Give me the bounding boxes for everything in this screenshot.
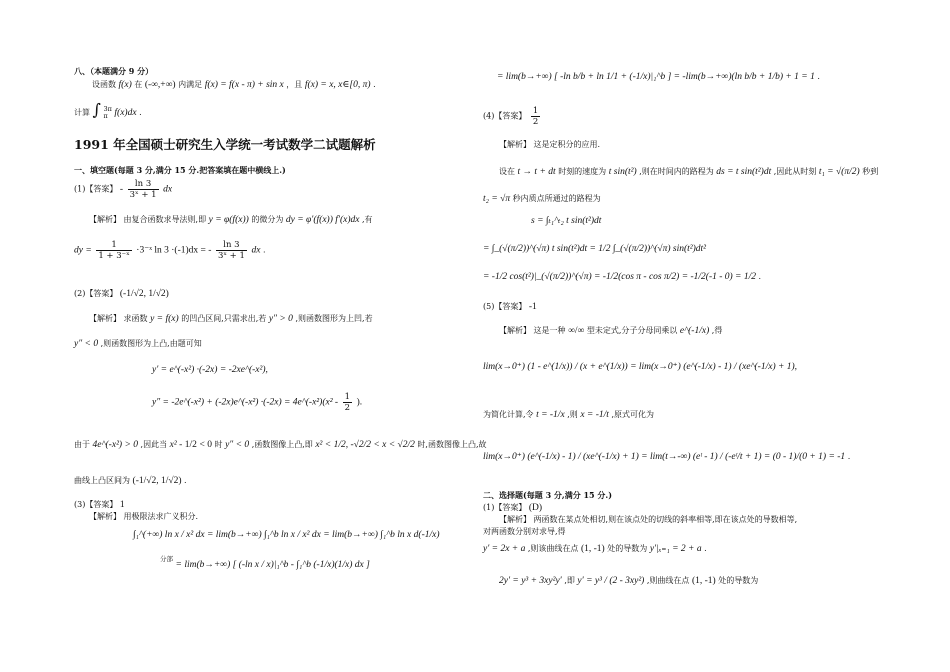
q3-text: 用极限法求广义积分. [123,512,199,521]
q1-text: 由复合函数求导法则,即 [123,215,207,224]
section-8-line-2 [74,102,142,120]
q4-integral-step-2 [483,272,761,282]
c1-text: 处的导数为 [718,576,759,585]
q2-text: ,函数图像上凸,即 [251,440,313,449]
section-8-line-1 [92,80,376,90]
q2-answer [74,289,169,299]
q5-text: ,则 [567,410,578,419]
q4-line-3 [483,194,601,204]
q4-text: 设在 [499,167,515,176]
right-column [475,0,950,672]
q2-expr: y″ < 0 [225,440,250,450]
q5-explanation [499,326,722,336]
q1-fraction-2 [216,240,247,261]
s8-text: 在 [134,80,143,89]
explanation-label: 【解析】 [499,515,531,524]
q5-line-3 [483,410,654,420]
q2-condition: y″ > 0 [268,314,293,324]
c1-text: 处的导数为 [607,544,648,553]
explanation-label: 【解析】 [89,314,121,323]
q4-integral-step-1: = ∫_(√(π/2))^(√π) t sin(t²)dt = 1/2 ∫_(√(π/2))^(√π) sin(t²)dt² [483,244,707,254]
q3-final-limit: = lim(b→+∞) [ -ln b/b + ln 1/1 + (-1/x)|₁^b ] = -lim(b→+∞)(ln b/b + 1/b) + 1 = 1 [497,72,815,82]
s8-integrand: f(x)dx [114,108,137,118]
q5-text: ,原式可化为 [611,410,654,419]
q2-fraction [343,392,352,413]
integral-sign-icon: ∫ [92,100,101,119]
q1-answer-dx: dx [163,184,173,195]
q4-text: 时刻的速度为 [558,167,607,176]
c1-line-2: 对两函数分别对求导,得 [483,527,566,536]
q1-answer-sign: - [119,184,124,195]
q5-multiplier: e^(-1/x) [679,326,710,336]
q5-text: 为简化计算,令 [483,410,534,419]
q2-text: ,则函数图形为上凸,由题可知 [100,339,202,348]
q2-text: 曲线上凸区间为 [74,476,130,485]
q2-expr: < 0 [199,440,212,450]
c1-line-3 [483,544,707,554]
q4-answer-fraction [531,106,540,127]
q1-text: . [262,245,266,255]
q4-text: 这是定积分的应用. [533,140,601,149]
c1-answer-choice: (D) [528,503,543,513]
fraction-denominator: 1 + 3⁻ˣ [98,251,130,261]
c1-text: ,则该曲线在点 [527,544,579,553]
q3-limit-step-1: ∫₁^(+∞) ln x / x² dx = lim(b→+∞) ∫₁^b ln x / x² dx = lim(b→+∞) ∫₁^b ln x d(-1/x) [133,530,440,540]
q5-final-limit: lim(x→0⁺) (e^(-1/x) - 1) / (xe^(-1/x) + 1) = lim(t→-∞) (eᵗ - 1) / (-eᵗ/t + 1) = (0 - 1)/(0 + 1) = -1 [483,452,846,462]
c1-derivative-solution: y′ = y³ / (2 - 3xy²) [577,576,645,586]
q5-text: 这是一种 [533,326,566,335]
q2-expr: x² - [169,440,183,450]
s8-text: 设函数 [92,80,116,89]
q4-text: ,则在时间内的路程为 [639,167,714,176]
q5-answer [483,302,537,312]
explanation-label: 【解析】 [89,215,121,224]
q4-text: 秒内质点所通过的路程为 [512,194,601,203]
q5-answer-value: -1 [528,302,537,312]
fraction-denominator: 2 [344,403,351,413]
s8-integral-upper: 3π [103,105,112,113]
answer-label: (4)【答案】 [483,111,527,121]
q2-answer-interval: (-1/√2, 1/√2) [119,289,169,299]
answer-label: (2)【答案】 [74,289,118,298]
q2-condition: y″ < 0 [74,339,99,349]
q1-dy: dy = [74,245,92,256]
q1-answer [74,179,172,200]
q2-second-derivative [152,392,362,413]
s8-integral-lower: π [103,112,108,120]
q2-text: ,则函数图形为上凹,若 [295,314,373,323]
q2-function: y = f(x) [150,314,179,324]
answer-label: (1)【答案】 [483,503,527,512]
c1-derivative: y′ = 2x + a [483,544,526,554]
fraction-numerator: 1 [96,240,131,251]
q4-end-time: t₂ = √π [483,194,511,204]
c1-answer [483,503,542,513]
q1-explanation [89,215,373,225]
answer-label: (5)【答案】 [483,302,527,311]
q4-text: . [758,272,762,281]
q4-explanation [499,140,600,150]
q2-expr: 1/2 [184,440,197,450]
q3-limit-step-3 [497,72,820,82]
q2-expr: 4e^(-x²) > 0 [92,440,138,450]
s8-interval: (-∞,+∞) [144,80,176,90]
q3-explanation [89,512,198,522]
fraction-numerator: 1 [344,392,351,402]
q5-substitution: t = -1/x [536,410,565,420]
q5-text: ,得 [711,326,723,335]
q4-distance-integral: s = ∫ₜ₁^ₜ₂ t sin(t²)dt [531,216,602,226]
c1-point: (1, -1) [580,544,605,554]
c1-line-4 [499,576,758,586]
fraction-denominator: 3ˣ + 1 [217,251,245,261]
q3-integration-by-parts: = lim(b→+∞) [ (-ln x / x)|₁^b - ∫₁^b (-1/x)(1/x) dx ] [175,560,370,570]
q2-line-2 [74,339,202,349]
q2-text: ). [356,397,363,408]
q2-line-5 [74,440,487,450]
q2-text: 由于 [74,440,90,449]
q5-limit-1: lim(x→0⁺) (1 - e^(1/x)) / (x + e^(1/x)) = lim(x→0⁺) (e^(-1/x) - 1) / (xe^(-1/x) + 1), [483,362,798,372]
explanation-label: 【解析】 [499,140,531,149]
s8-text: . [373,80,376,89]
q1-middle-term: ·3⁻ˣ ln 3 ·(-1)dx = - [136,245,212,256]
q3-limit-step-2 [160,555,370,570]
c1-text: 两函数在某点处相切,则在该点处的切线的斜率相等,即在该点处的导数相等, [533,515,798,524]
fraction-numerator: ln 3 [216,240,247,251]
q5-text: . [847,452,851,461]
c1-text: ,即 [564,576,575,585]
s8-text: . [139,108,142,117]
c1-text: ,则曲线在点 [646,576,690,585]
q4-distance-element: ds = t sin(t²)dt [716,167,772,177]
q5-substitution: x = -1/t [580,410,609,420]
q4-velocity: t sin(t²) [608,167,637,177]
q4-text: 秒到 [862,167,879,176]
q3-text: . [817,72,820,81]
q4-line-2 [499,167,878,177]
q5-text: 型未定式,分子分母同乘以 [586,326,678,335]
answer-label: (1)【答案】 [74,184,118,194]
q4-start-time: t₁ = √(π/2) [818,167,860,177]
q1-answer-fraction [128,179,159,200]
q2-text: 的凹凸区间,只需求出,若 [181,314,267,323]
q3-parts-label: 分部 [160,555,173,563]
q4-text: ,因此从时刻 [773,167,817,176]
section-1-heading: 一、填空题(每题 3 分,满分 15 分.把答案填在题中横线上.) [74,165,286,175]
q3-answer [74,500,125,510]
c1-explanation [499,515,797,525]
q2-line-6 [74,476,187,486]
q2-interval: (-1/√2, 1/√2) [132,476,182,486]
q4-expr: t → t + dt [517,167,556,177]
q2-first-derivative: y′ = e^(-x²) ·(-2x) = -2xe^(-x²), [152,365,268,375]
q2-second-derivative-expr: y″ = -2e^(-x²) + (-2x)e^(-x²) ·(-2x) = 4e^(-x²)(x² - [152,397,339,408]
section-2-heading: 二、选择题(每题 3 分,满分 15 分.) [483,490,612,500]
q1-dx: dx [251,245,261,256]
q1-derivation [74,240,266,261]
q2-explanation [89,314,373,324]
s8-initial-condition: f(x) = x, x∈[0, π) [304,80,371,90]
fraction-denominator: 3ˣ + 1 [129,190,157,200]
q5-indeterminate-form: ∞/∞ [568,326,585,336]
q2-text: 时 [214,440,223,449]
s8-text: 计算 [74,108,90,117]
q1-text: ,有 [362,215,373,224]
q2-text: 时,函数图像上凸,故 [417,440,487,449]
s8-text: ，且 [286,80,303,89]
q1-differential-formula: dy = φ′(f(x)) f′(x)dx [285,215,360,225]
q3-answer-value: 1 [119,500,125,510]
fraction-numerator: 1 [532,106,539,116]
fraction-denominator: 2 [532,117,539,127]
q2-text: . [184,476,187,485]
q4-evaluation: = -1/2 cos(t²)|_(√(π/2))^(√π) = -1/2(cos π - cos π/2) = -1/2(-1 - 0) = 1/2 [483,272,756,282]
q1-fraction-1 [96,240,131,261]
document-title: 1991 年全国硕士研究生入学统一考试数学二试题解析 [74,137,376,152]
s8-functional-equation: f(x) = f(x - π) + sin x [204,80,284,90]
q2-expr: x² < 1/2, -√2/2 < x < √2/2 [315,440,415,450]
c1-text: . [704,544,707,553]
s8-fx: f(x) [118,80,132,90]
explanation-label: 【解析】 [499,326,531,335]
q1-text: 的微分为 [251,215,284,224]
q5-limit-2 [483,452,850,462]
section-8-heading: 八、（本题满分 9 分） [74,66,154,76]
c1-point: (1, -1) [691,576,716,586]
explanation-label: 【解析】 [89,512,121,521]
s8-text: 内满足 [178,80,203,89]
fraction-numerator: ln 3 [128,179,159,190]
q4-answer [483,106,542,127]
c1-implicit-derivative: 2y′ = y³ + 3xy²y′ [499,576,562,586]
q2-text: ,因此当 [140,440,168,449]
answer-label: (3)【答案】 [74,500,118,509]
q2-text: 求函数 [123,314,148,323]
c1-derivative-value: y′|ₓ₌₁ = 2 + a [649,544,702,554]
q1-composite-function: y = φ(f(x)) [208,215,249,225]
